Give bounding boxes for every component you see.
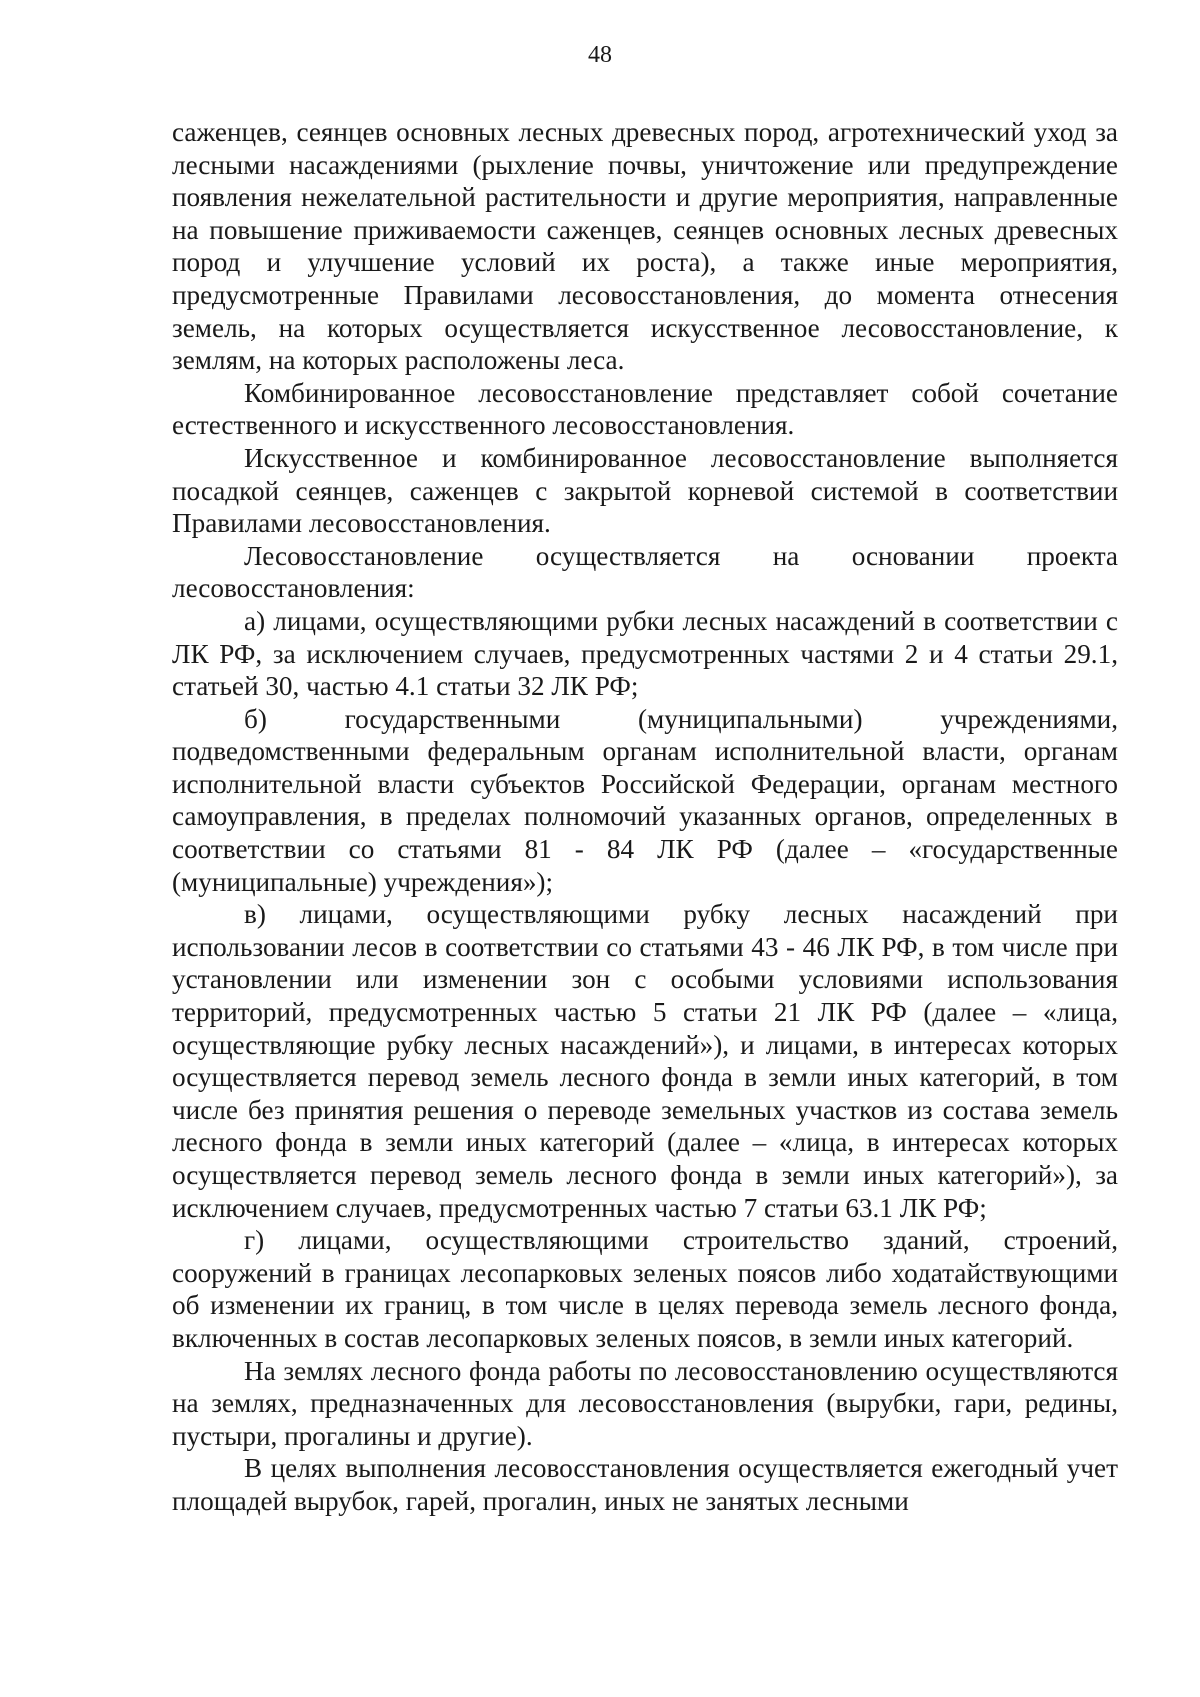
- paragraph-continuation: саженцев, сеянцев основных лесных древесных пород, агротехнический уход за лесными насаждениями (рыхление почвы, уничтожение или предупреждение появления нежелательной растительности и другие мероприятия, направленные на повышение приживаемости саженцев, сеянцев основных лесных древесных пород и улучшение условий их роста), а также иные мероприятия, предусмотренные Правилами лесовосстановления, до момента отнесения земель, на которых осуществляется искусственное лесовосстановление, к землям, на которых расположены леса.: [172, 117, 1118, 376]
- list-item-b: б) государственными (муниципальными) учреждениями, подведомственными федеральным органам исполнительной власти, органам исполнительной власти субъектов Российской Федерации, органам местного самоуправления, в пределах полномочий указанных органов, определенных в соответствии со статьями 81 - 84 ЛК РФ (далее – «государственные (муниципальные) учреждения»);: [172, 703, 1118, 897]
- paragraph-combined-reforestation: Комбинированное лесовосстановление представляет собой сочетание естественного и искусственного лесовосстановления.: [172, 377, 1118, 441]
- list-item-v: в) лицами, осуществляющими рубку лесных насаждений при использовании лесов в соответствии со статьями 43 - 46 ЛК РФ, в том числе при установлении или изменении зон с особыми условиями использования территорий, предусмотренных частью 5 статьи 21 ЛК РФ (далее – «лица, осуществляющие рубку лесных насаждений»), и лицами, в интересах которых осуществляется перевод земель лесного фонда в земли иных категорий, в том числе без принятия решения о переводе земельных участков из состава земель лесного фонда в земли иных категорий (далее – «лица, в интересах которых осуществляется перевод земель лесного фонда в земли иных категорий»), за исключением случаев, предусмотренных частью 7 статьи 63.1 ЛК РФ;: [172, 899, 1118, 1223]
- paragraph-forest-fund-lands: На землях лесного фонда работы по лесовосстановлению осуществляются на землях, предназначенных для лесовосстановления (вырубки, гари, редины, пустыри, прогалины и другие).: [172, 1355, 1118, 1451]
- document-body: [172, 116, 1118, 1518]
- paragraph-annual-accounting: В целях выполнения лесовосстановления осуществляется ежегодный учет площадей вырубок, гарей, прогалин, иных не занятых лесными: [172, 1453, 1118, 1516]
- paragraph-reforestation-project: Лесовосстановление осуществляется на основании проекта лесовосстановления:: [172, 540, 1118, 604]
- list-item-g: г) лицами, осуществляющими строительство зданий, строений, сооружений в границах лесопарковых зеленых поясов либо ходатайствующими об изменении их границ, в том числе в целях перевода земель лесного фонда, включенных в состав лесопарковых зеленых поясов, в земли иных категорий.: [172, 1225, 1118, 1353]
- paragraph-artificial-reforestation: Искусственное и комбинированное лесовосстановление выполняется посадкой сеянцев, саженцев с закрытой корневой системой в соответствии Правилами лесовосстановления.: [172, 442, 1118, 539]
- page-number: 48: [588, 42, 612, 68]
- list-item-a: а) лицами, осуществляющими рубки лесных насаждений в соответствии с ЛК РФ, за исключением случаев, предусмотренных частями 2 и 4 статьи 29.1, статьей 30, частью 4.1 статьи 32 ЛК РФ;: [172, 605, 1118, 702]
